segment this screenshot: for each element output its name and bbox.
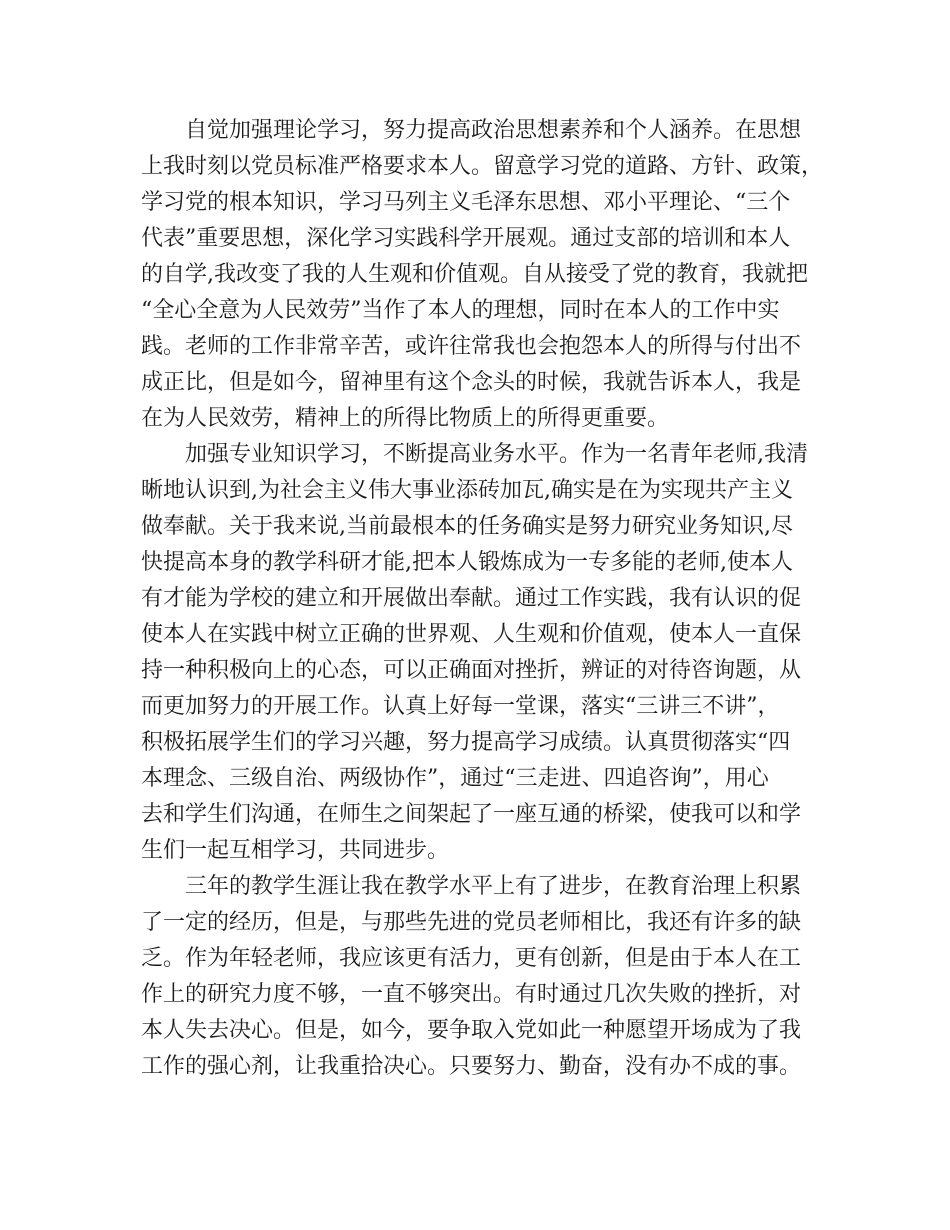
paragraph-line: 而更加努力的开展工作。认真上好每一堂课，落实“三讲三不讲”， [141,694,780,719]
paragraph-line: 加强专业知识学习，不断提高业务水平。作为一名青年老师,我清 [185,442,808,467]
paragraph-line: 代表”重要思想，深化学习实践科学开展观。通过支部的培训和本人 [141,226,791,251]
paragraph-line: 去和学生们沟通，在师生之间架起了一座互通的桥梁，使我可以和学 [141,802,802,827]
paragraph-line: 上我时刻以党员标准严格要求本人。留意学习党的道路、方针、政策， [141,154,824,179]
paragraph-line: 做奉献。关于我来说,当前最根本的任务确实是努力研究业务知识,尽 [141,514,793,539]
paragraph-line: 本人失去决心。但是，如今，要争取入党如此一种愿望开场成为了我 [141,1018,802,1043]
paragraph-line: 三年的教学生涯让我在教学水平上有了进步，在教育治理上积累 [185,874,802,899]
paragraph-line: 工作的强心剂，让我重拾决心。只要努力、勤奋，没有办不成的事。 [141,1054,802,1079]
paragraph-3 [141,869,811,1085]
paragraph-line: 积极拓展学生们的学习兴趣，努力提高学习成绩。认真贯彻落实“四 [141,730,791,755]
document-body [141,113,824,1085]
paragraph-line: 自觉加强理论学习，努力提高政治思想素养和个人涵养。在思想 [185,118,802,143]
paragraph-line: 持一种积极向上的心态，可以正确面对挫折，辨证的对待咨询题，从 [141,658,802,683]
paragraph-line: “全心全意为人民效劳”当作了本人的理想，同时在本人的工作中实 [141,298,780,323]
paragraph-line: 在为人民效劳，精神上的所得比物质上的所得更重要。 [141,406,670,431]
paragraph-line: 使本人在实践中树立正确的世界观、人生观和价值观，使本人一直保 [141,622,802,647]
paragraph-2 [141,437,811,869]
paragraph-line: 成正比，但是如今，留神里有这个念头的时候，我就告诉本人，我是 [141,370,802,395]
paragraph-1 [141,113,824,437]
paragraph-line: 本理念、三级自治、两级协作”，通过“三走进、四追咨询”，用心 [141,766,769,791]
paragraph-line: 乏。作为年轻老师，我应该更有活力，更有创新，但是由于本人在工 [141,946,802,971]
paragraph-line: 生们一起互相学习，共同进步。 [141,838,450,863]
paragraph-line: 作上的研究力度不够，一直不够突出。有时通过几次失败的挫折，对 [141,982,802,1007]
paragraph-line: 学习党的根本知识，学习马列主义毛泽东思想、邓小平理论、“三个 [141,190,791,215]
paragraph-line: 晰地认识到,为社会主义伟大事业添砖加瓦,确实是在为实现共产主义 [141,478,793,503]
paragraph-line: 了一定的经历，但是，与那些先进的党员老师相比，我还有许多的缺 [141,910,802,935]
paragraph-line: 的自学,我改变了我的人生观和价值观。自从接受了党的教育，我就把 [141,262,808,287]
paragraph-line: 践。老师的工作非常辛苦，或许往常我也会抱怨本人的所得与付出不 [141,334,802,359]
paragraph-line: 有才能为学校的建立和开展做出奉献。通过工作实践，我有认识的促 [141,586,802,611]
paragraph-line: 快提高本身的教学科研才能,把本人锻炼成为一专多能的老师,使本人 [141,550,793,575]
